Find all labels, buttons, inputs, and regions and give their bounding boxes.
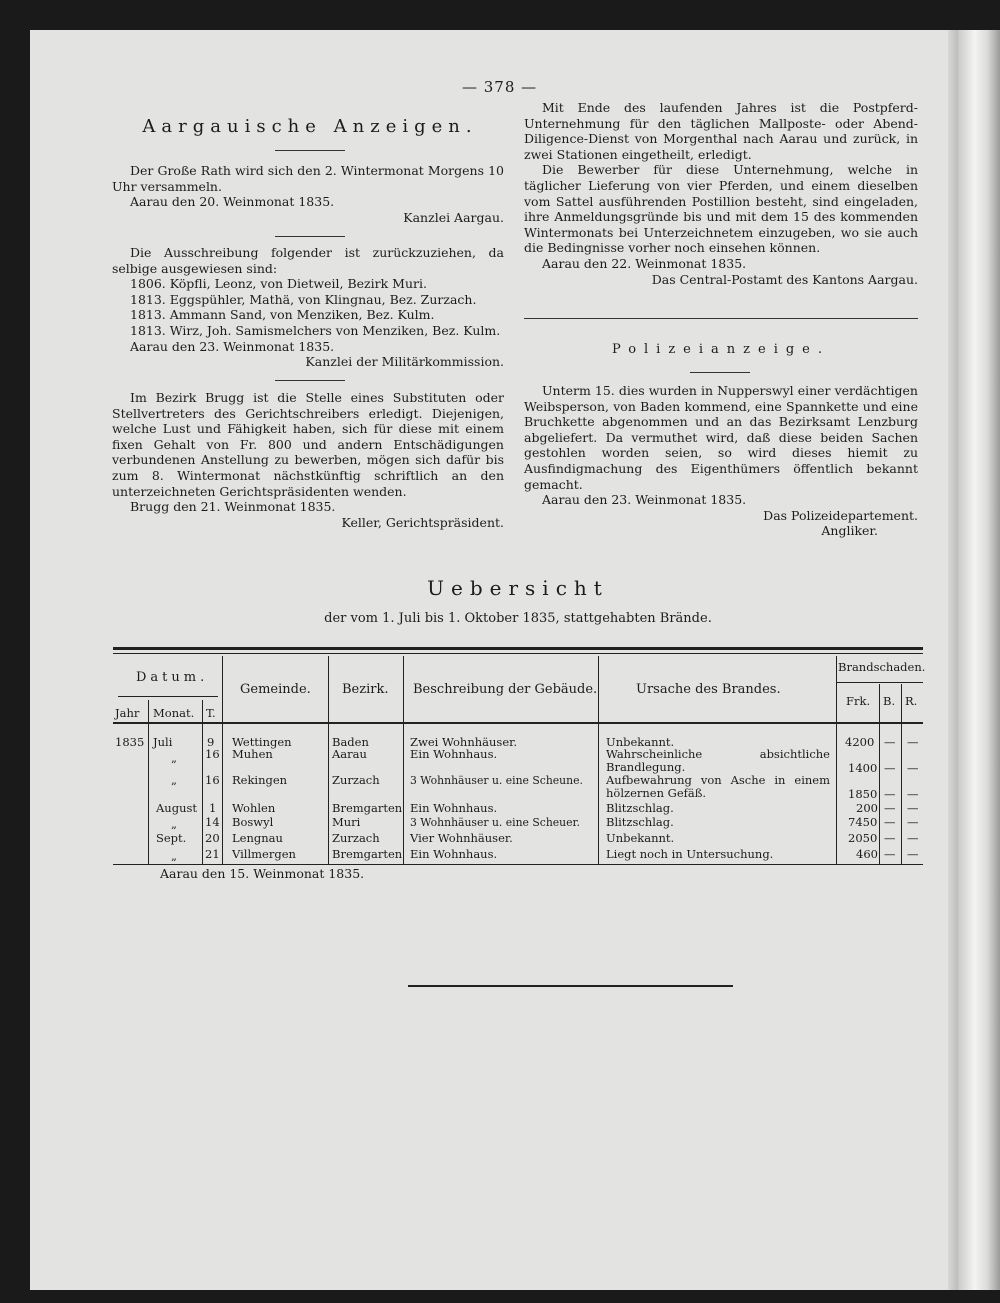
cell-r: — [907, 815, 919, 829]
notice-postpferd [524, 100, 918, 287]
cell-bezirk: Zurzach [332, 773, 380, 787]
header-gemeinde: Gemeinde. [240, 682, 311, 697]
divider [275, 380, 345, 381]
col-rule [328, 656, 329, 864]
cell-ursache: Unbekannt. [606, 735, 675, 749]
header-monat: Monat. [153, 706, 195, 720]
cell-bezirk: Aarau [332, 747, 367, 761]
cell-beschreibung: Vier Wohnhäuser. [410, 831, 513, 845]
cell-gemeinde: Lengnau [232, 831, 283, 845]
notice-signature: Das Central-Postamt des Kantons Aargau. [651, 271, 918, 287]
divider [275, 236, 345, 237]
cell-gemeinde: Rekingen [232, 773, 288, 787]
header-beschreibung: Beschreibung der Gebäude. [413, 682, 598, 697]
list-item: 1813. Wirz, Joh. Samismelchers von Menziken, Bez. Kulm. [130, 322, 501, 338]
notice-text: Die Bewerber für diese Unternehmung, welche in täglicher Lieferung von vier Pferden, und einem dieselben vom Sattel ausführenden Postillion besteht, sind eingeladen, ihre Anmeldungsgründe bis und mit dem 15 des kommenden Wintermonats bei Unterzeichnetem einzugeben, wo sie auch die Bedingnisse vorher noch einsehen können. [524, 162, 918, 256]
table-top-rule-thin [113, 653, 923, 654]
notice-text: Unterm 15. dies wurden in Nupperswyl einer verdächtigen Weibsperson, von Baden kommend, eine Spannkette und eine Bruchkette abgenommen und an das Bezirksamt Lenzburg abgeliefert. Da vermuthet wird, daß diese beiden Sachen gestohlen worden seien, so wird dieses hiemit zu Ausfindigmachung des Eigenthümers öffentlich bekannt gemacht. [524, 383, 918, 492]
notice-text: Mit Ende des laufenden Jahres ist die Postpferd-Unternehmung für den täglichen Mallposte- oder Abend-Diligence-Dienst von Morgenthal nach Aarau und zurück, in zwei Stationen eingetheilt, erledigt. [524, 100, 918, 162]
cell-monat: Juli [153, 735, 173, 749]
heading-aargauische-anzeigen: Aargauische Anzeigen. [142, 116, 478, 137]
cell-beschreibung: Zwei Wohnhäuser. [410, 735, 518, 749]
notice-grosser-rath [112, 163, 504, 225]
overview-subtitle: der vom 1. Juli bis 1. Oktober 1835, stattgehabten Brände. [324, 611, 712, 626]
list-item: 1813. Ammann Sand, von Menziken, Bez. Kulm. [130, 307, 435, 323]
notice-substitut-brugg [112, 390, 504, 530]
notice-polizei [524, 383, 918, 539]
cell-r: — [907, 787, 919, 801]
header-brace [118, 696, 218, 697]
cell-gemeinde: Boswyl [232, 815, 274, 829]
col-rule [901, 684, 902, 864]
cell-b: — [884, 735, 896, 749]
cell-gemeinde: Wettingen [232, 735, 292, 749]
cell-beschreibung: 3 Wohnhäuser u. eine Scheuer. [410, 816, 580, 829]
cell-jahr: 1835 [115, 735, 145, 749]
col-rule [403, 656, 404, 864]
cell-monat: August [156, 801, 198, 815]
cell-beschreibung: Ein Wohnhaus. [410, 747, 498, 761]
cell-ursache: Blitzschlag. [606, 815, 674, 829]
notice-date: Aarau den 23. Weinmonat 1835. [542, 492, 747, 508]
cell-ursache: Aufbewahrung von Asche in einem hölzernen Gefäß. [606, 773, 830, 800]
cell-b: — [884, 815, 896, 829]
cell-bezirk: Zurzach [332, 831, 380, 845]
col-rule [202, 700, 203, 864]
cell-ursache: Liegt noch in Untersuchung. [606, 847, 774, 861]
cell-beschreibung: 3 Wohnhäuser u. eine Scheune. [410, 774, 583, 787]
notice-intro: Die Ausschreibung folgender ist zurückzuziehen, da selbige ausgewiesen sind: [112, 245, 504, 276]
cell-ursache: Unbekannt. [606, 831, 675, 845]
col-rule [148, 700, 149, 864]
end-rule [408, 985, 733, 987]
cell-tag: 16 [205, 747, 220, 761]
cell-tag: 21 [205, 847, 220, 861]
column-divider [524, 318, 918, 319]
list-item: 1813. Eggspühler, Mathä, von Klingnau, Bez. Zurzach. [130, 291, 477, 307]
cell-gemeinde: Villmergen [232, 847, 296, 861]
cell-frk: 4200 [845, 735, 875, 749]
cell-monat: „ [171, 817, 177, 831]
notice-signature: Kanzlei der Militärkommission. [305, 354, 504, 370]
cell-beschreibung: Ein Wohnhaus. [410, 801, 498, 815]
cell-monat: „ [171, 773, 177, 787]
overview-date: Aarau den 15. Weinmonat 1835. [160, 866, 365, 881]
notice-date: Aarau den 22. Weinmonat 1835. [542, 255, 747, 271]
cell-bezirk: Muri [332, 815, 361, 829]
col-rule [598, 656, 599, 864]
book-spine [958, 30, 1000, 1290]
cell-tag: 9 [207, 735, 215, 749]
header-r: R. [905, 694, 918, 708]
cell-b: — [884, 801, 896, 815]
cell-tag: 1 [209, 801, 217, 815]
header-tag: T. [206, 706, 216, 720]
header-datum: Datum. [136, 670, 209, 685]
header-bezirk: Bezirk. [342, 682, 389, 697]
cell-frk: 2050 [848, 831, 878, 845]
cell-b: — [884, 831, 896, 845]
header-b: B. [883, 694, 896, 708]
cell-r: — [907, 735, 919, 749]
col-rule [836, 656, 837, 864]
header-bottom-rule [113, 722, 923, 724]
notice-signature: Kanzlei Aargau. [403, 209, 504, 225]
divider [275, 150, 345, 151]
notice-ausschreibung [112, 245, 504, 370]
table-bottom-rule [113, 864, 923, 865]
cell-tag: 14 [205, 815, 220, 829]
notice-text: Im Bezirk Brugg ist die Stelle eines Substituten oder Stellvertreters des Gerichtschreibers erledigt. Diejenigen, welche Lust und Fähigkeit haben, sich für diese mit einem fixen Gehalt von Fr. 800 und andern Entschädigungen verbundenen Anstellung zu bewerben, mögen sich dafür bis zum 8. Wintermonat nächstkünftig schriftlich an den unterzeichneten Gerichtspräsidenten wenden. [112, 390, 504, 499]
notice-signature-name: Angliker. [821, 523, 878, 539]
notice-text: Der Große Rath wird sich den 2. Wintermonat Morgens 10 Uhr versammeln. [112, 163, 504, 194]
notice-signature: Das Polizeidepartement. [763, 507, 918, 523]
col-rule [222, 656, 223, 864]
header-ursache: Ursache des Brandes. [636, 682, 781, 697]
cell-monat: Sept. [156, 831, 187, 845]
page-edge [948, 30, 958, 1290]
cell-b: — [884, 847, 896, 861]
cell-b: — [884, 787, 896, 801]
notice-signature: Keller, Gerichtspräsident. [341, 514, 504, 530]
cell-r: — [907, 831, 919, 845]
header-rule [836, 682, 923, 683]
cell-ursache: Blitzschlag. [606, 801, 674, 815]
page-number: — 378 — [462, 78, 538, 96]
cell-r: — [907, 847, 919, 861]
notice-date: Aarau den 20. Weinmonat 1835. [130, 194, 335, 210]
cell-r: — [907, 801, 919, 815]
cell-monat: „ [171, 751, 177, 765]
table-top-rule [113, 647, 923, 650]
cell-ursache: Wahrscheinliche absichtliche Brandlegung. [606, 747, 830, 774]
cell-frk: 7450 [848, 815, 878, 829]
divider [690, 372, 750, 373]
header-brandschaden: Brandschaden. [838, 660, 926, 674]
cell-frk: 460 [856, 847, 878, 861]
cell-gemeinde: Wohlen [232, 801, 276, 815]
cell-tag: 20 [205, 831, 220, 845]
cell-tag: 16 [205, 773, 220, 787]
cell-beschreibung: Ein Wohnhaus. [410, 847, 498, 861]
notice-date: Brugg den 21. Weinmonat 1835. [130, 499, 336, 515]
header-jahr: Jahr [115, 706, 140, 720]
cell-monat: „ [171, 849, 177, 863]
cell-frk: 200 [856, 801, 878, 815]
heading-polizeianzeige: Polizeianzeige. [611, 342, 831, 357]
overview-title: Uebersicht [427, 576, 609, 600]
cell-frk: 1850 [848, 787, 878, 801]
col-rule [879, 684, 880, 864]
cell-frk: 1400 [848, 761, 878, 775]
cell-b: — [884, 761, 896, 775]
cell-r: — [907, 761, 919, 775]
cell-bezirk: Bremgarten [332, 847, 403, 861]
header-frk: Frk. [846, 694, 871, 708]
cell-bezirk: Bremgarten [332, 801, 403, 815]
cell-gemeinde: Muhen [232, 747, 273, 761]
notice-date: Aarau den 23. Weinmonat 1835. [130, 338, 335, 354]
list-item: 1806. Köpfli, Leonz, von Dietweil, Bezirk Muri. [130, 276, 427, 292]
cell-bezirk: Baden [332, 735, 369, 749]
